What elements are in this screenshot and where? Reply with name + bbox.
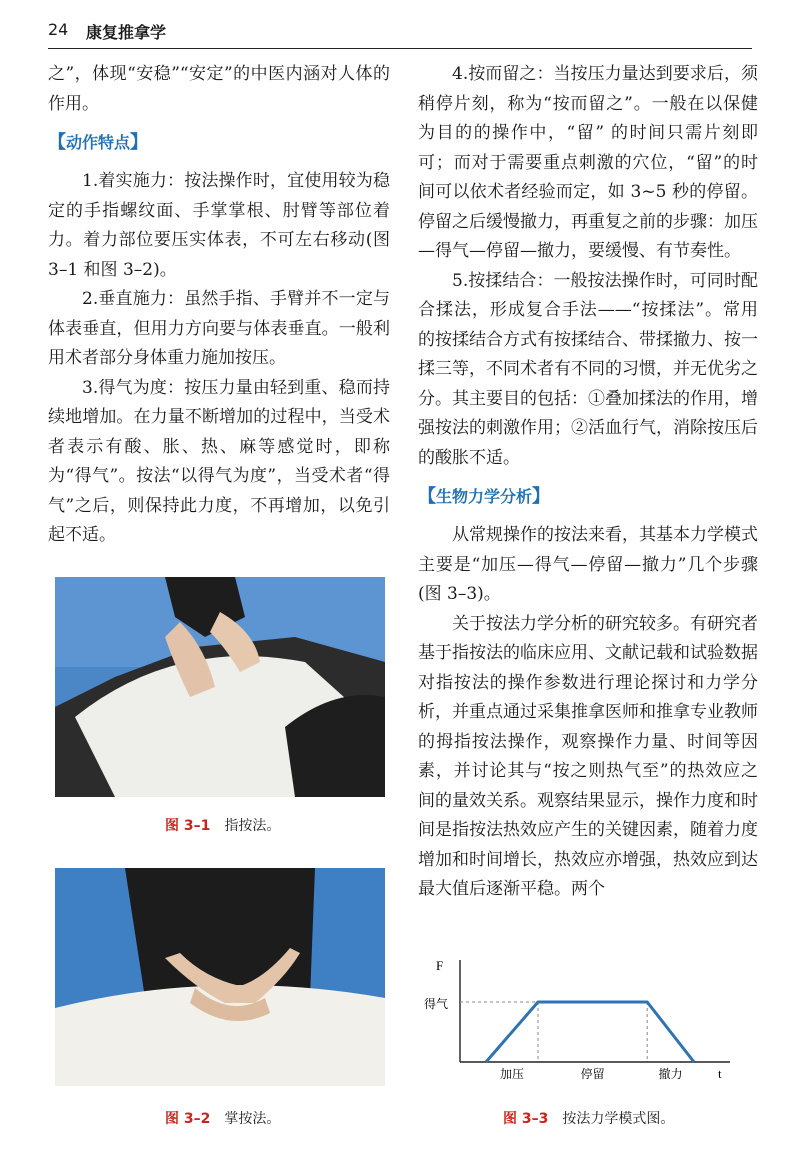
y-marker-label: 得气 <box>424 997 449 1011</box>
x-axis-label: t <box>718 1066 722 1081</box>
paragraph-5: 5.按揉结合：一般按法操作时，可同时配合揉法，形成复合手法——“按揉法”。常用的按揉结合方式有按揉结合、带揉撤力、按一揉三等，不同术者有不同的习惯，并无优劣之分。其主要目的包括：①叠加揉法的作用，增强按法的刺激作用；②活血行气，消除按压后的酸胀不适。 <box>418 270 758 468</box>
section-title: 生物力学分析 <box>436 487 533 506</box>
section-heading-action: 【动作特点】 <box>48 132 149 153</box>
paragraph-2: 2.垂直施力：虽然手指、手臂并不一定与体表垂直，但用力方向要与体表垂直。一般利用术者部分身体重力施加按压。 <box>48 289 390 368</box>
paragraph-7: 关于按法力学分析的研究较多。有研究者基于指按法的临床应用、文献记载和试验数据对指按法的操作参数进行理论探讨和力学分析，并重点通过采集推拿医师和推拿专业教师的拇指按法操作，观察操作力量、时间等因素，并讨论其与“按之则热气至”的热效应之间的量效关系。观察结果显示，操作力度和时间是指按法热效应产生的关键因素，随着力度增加和时间增长，热效应亦增强，热效应到达最大值后逐渐平稳。两个 <box>418 613 758 899</box>
book-title: 康复推拿学 <box>86 23 167 42</box>
force-series-line <box>486 1002 694 1062</box>
finger-press-photo <box>55 577 385 797</box>
figure-number: 图 3–2 <box>165 1111 211 1127</box>
right-column <box>418 60 758 905</box>
phase-label: 撤力 <box>658 1067 683 1081</box>
phase-label: 停留 <box>580 1067 605 1081</box>
page-header <box>48 18 752 49</box>
figure-caption-3 <box>503 1108 674 1128</box>
paragraph-1: 1.着实施力：按法操作时，宜使用较为稳定的手指螺纹面、手掌掌根、肘臂等部位着力。着力部位要压实体表，不可左右移动(图 3–1 和图 3–2)。 <box>48 171 390 280</box>
figure-text: 掌按法。 <box>224 1111 281 1127</box>
phase-label: 加压 <box>499 1067 525 1081</box>
section-title: 动作特点 <box>66 133 131 152</box>
left-column <box>48 60 390 551</box>
section-heading-biomechanics: 【生物力学分析】 <box>418 486 551 507</box>
paragraph-6: 从常规操作的按法来看，其基本力学模式主要是“加压—得气—停留—撤力”几个步骤(图 3–3)。 <box>418 525 758 604</box>
palm-press-photo <box>55 868 385 1086</box>
paragraph-3: 3.得气为度：按压力量由轻到重、稳而持续地增加。在力量不断增加的过程中，当受术者表示有酸、胀、热、麻等感觉时，即称为“得气”。按法“以得气为度”，当受术者“得气”之后，则保持此力度，不再增加，以免引起不适。 <box>48 377 390 545</box>
intro-paragraph: 之”，体现“安稳”“安定”的中医内涵对人体的作用。 <box>48 64 390 114</box>
figure-text: 指按法。 <box>224 818 281 834</box>
figure-caption-2 <box>165 1108 280 1128</box>
figure-text: 按法力学模式图。 <box>562 1111 675 1127</box>
force-model-chart <box>420 950 750 1090</box>
figure-caption-1 <box>165 815 280 835</box>
paragraph-4: 4.按而留之：当按压力量达到要求后，须稍停片刻，称为“按而留之”。一般在以保健为目的的操作中，“留” 的时间只需片刻即可；而对于需要重点刺激的穴位，“留”的时间可以依术者经验而定，如 3~5 秒的停留。停留之后缓慢撤力，再重复之前的步骤：加压—得气—停留—撤力，要缓慢、有节奏性。 <box>418 64 758 261</box>
figure-number: 图 3–1 <box>165 818 211 834</box>
y-axis-label: F <box>436 958 444 973</box>
chart-layer <box>460 960 730 1081</box>
figure-number: 图 3–3 <box>503 1111 549 1127</box>
page-number: 24 <box>48 20 69 39</box>
